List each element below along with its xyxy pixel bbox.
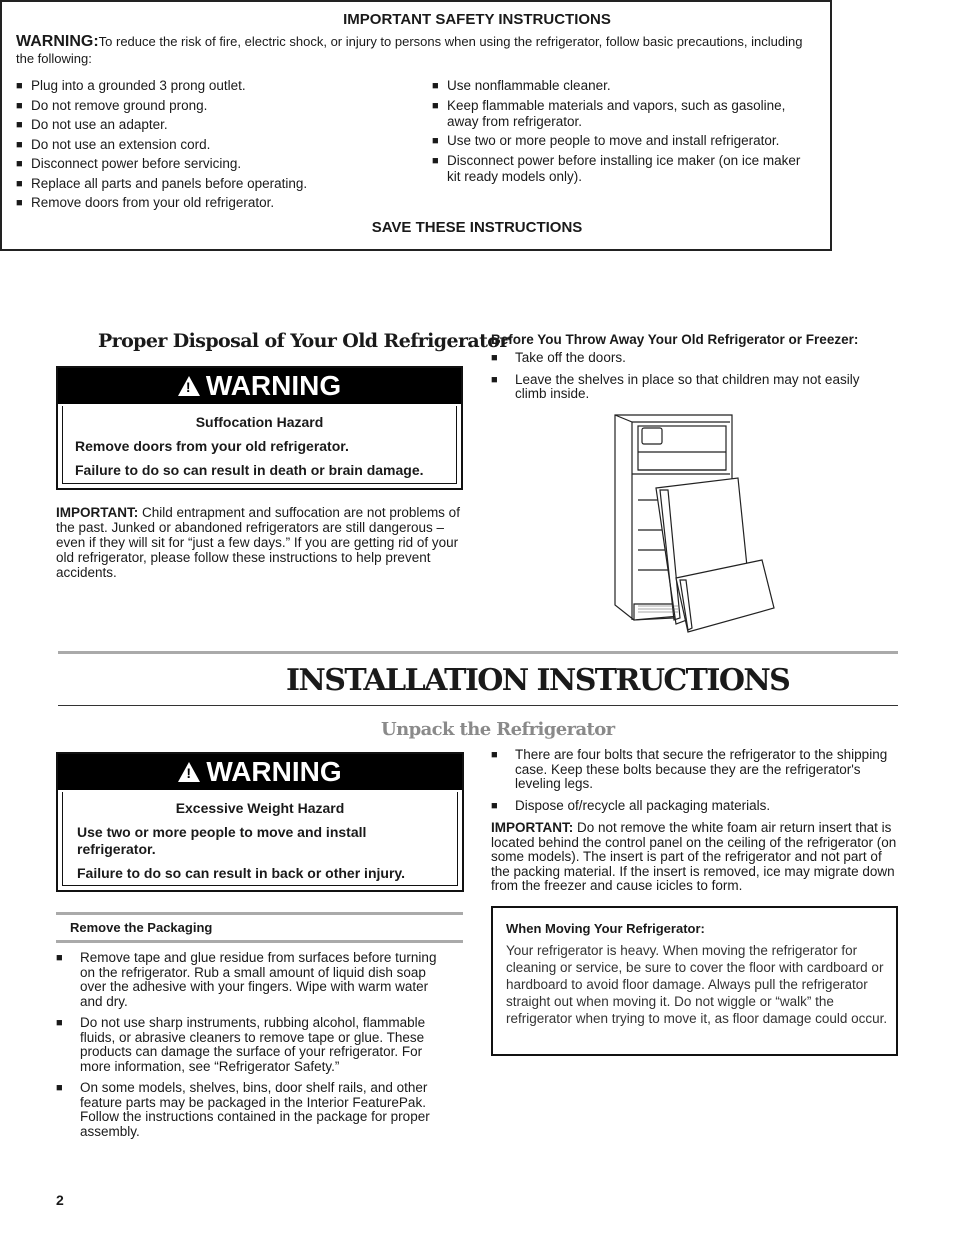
warning-line: Failure to do so can result in back or other injury. — [77, 865, 406, 881]
page-number: 2 — [56, 1192, 64, 1208]
warning-banner — [58, 368, 461, 404]
warning-body — [62, 792, 458, 886]
remove-packaging-heading: Remove the Packaging — [70, 920, 213, 935]
warning-line: Use two or more people to move and install refrigerator. — [77, 824, 367, 857]
list-item: ■ Do not remove ground prong. — [16, 98, 416, 114]
moving-heading: When Moving Your Refrigerator: — [506, 921, 705, 936]
safety-instructions-box — [0, 0, 832, 251]
divider — [56, 940, 463, 943]
list-item: ■ Disconnect power before installing ice maker (on ice maker kit ready models only). — [432, 153, 817, 185]
installation-title: INSTALLATION INSTRUCTIONS — [286, 663, 790, 698]
divider — [56, 912, 463, 915]
safety-left-list — [16, 78, 416, 215]
list-item: ■ Disconnect power before servicing. — [16, 156, 416, 172]
unpack-list — [491, 748, 897, 813]
important-text: Do not remove the white foam air return insert that is located behind the control panel on the ceiling of the refrigerator (on some models). The insert is part of the refrigerator and not part of the packing material. If the insert is removed, ice may migrate down from the freezer and cause icicles to form. — [491, 820, 897, 894]
safety-right-list — [432, 78, 817, 188]
list-item: ■ Remove doors from your old refrigerator. — [16, 195, 416, 211]
list-item: ■ Do not use sharp instruments, rubbing alcohol, flammable fluids, or abrasive cleaners to remove tape or glue. These products can damage the surface of your refrigerator. For more information, see “Refrigerator Safety.” — [56, 1016, 452, 1074]
warning-triangle-icon — [178, 376, 200, 396]
warning-word: WARNING — [206, 756, 342, 787]
before-throw-heading: Before You Throw Away Your Old Refrigerator or Freezer: — [491, 332, 859, 347]
installation-important — [491, 821, 897, 894]
list-item: ■ Remove tape and glue residue from surfaces before turning on the refrigerator. Rub a small amount of liquid dish soap over the adhesive with your fingers. Wipe with warm water and dry. — [56, 951, 452, 1009]
refrigerator-doors-removed-illustration — [610, 410, 780, 638]
safety-warning — [16, 33, 822, 67]
disposal-heading: Proper Disposal of Your Old Refrigerator — [98, 330, 509, 352]
moving-text: Your refrigerator is heavy. When moving the refrigerator for cleaning or service, be sure to cover the floor with cardboard or hardboard to avoid floor damage. Always pull the refrigerator straight out when moving it. Do not wiggle or “walk” the refrigerator when trying to move it, as floor damage could occur. — [506, 943, 888, 1026]
suffocation-warning-box — [56, 366, 463, 490]
safety-title: IMPORTANT SAFETY INSTRUCTIONS — [343, 11, 611, 28]
warning-body — [62, 406, 457, 484]
list-item: ■ Replace all parts and panels before operating. — [16, 176, 416, 192]
important-label: IMPORTANT: — [56, 505, 139, 520]
page-title — [286, 664, 789, 698]
divider — [58, 651, 898, 654]
weight-warning-box — [56, 752, 464, 892]
warning-line: Remove doors from your old refrigerator. — [75, 438, 349, 454]
warning-banner — [58, 754, 462, 790]
disposal-important — [56, 505, 462, 580]
remove-packaging-list — [56, 951, 452, 1139]
list-item: ■ Do not use an extension cord. — [16, 137, 416, 153]
warning-word: WARNING — [205, 370, 342, 401]
list-item: ■ Take off the doors. — [491, 351, 891, 366]
list-item: ■ Use nonflammable cleaner. — [432, 78, 817, 94]
list-item: ■ On some models, shelves, bins, door shelf rails, and other feature parts may be packaged in the Interior FeaturePak. Follow the instructions contained in the package for proper assembly. — [56, 1081, 452, 1139]
important-text: Child entrapment and suffocation are not problems of the past. Junked or abandoned refrigerators are still dangerous – even if they will sit for “just a few days.” If you are getting rid of your old refrigerator, please follow these instructions to help prevent accidents. — [56, 505, 460, 580]
warning-triangle-icon — [178, 762, 200, 782]
important-label: IMPORTANT: — [491, 820, 574, 835]
hazard-title: Excessive Weight Hazard — [175, 800, 345, 816]
save-instructions: SAVE THESE INSTRUCTIONS — [371, 219, 583, 236]
divider — [58, 705, 898, 706]
list-item: ■ Dispose of/recycle all packaging materials. — [491, 799, 897, 814]
hazard-title: Suffocation Hazard — [195, 414, 324, 430]
unpack-heading: Unpack the Refrigerator — [381, 719, 615, 740]
list-item: ■ Plug into a grounded 3 prong outlet. — [16, 78, 416, 94]
list-item: ■ Use two or more people to move and install refrigerator. — [432, 133, 817, 149]
list-item: ■ Do not use an adapter. — [16, 117, 416, 133]
list-item: ■ Leave the shelves in place so that children may not easily climb inside. — [491, 373, 891, 402]
safety-warning-label: WARNING: — [16, 33, 99, 50]
list-item: ■ There are four bolts that secure the refrigerator to the shipping case. Keep these bolts because they are the refrigerator's leveling legs. — [491, 748, 897, 792]
safety-warning-text: To reduce the risk of fire, electric shock, or injury to persons when using the refrigerator, follow basic precautions, including the following: — [16, 34, 803, 66]
list-item: ■ Keep flammable materials and vapors, such as gasoline, away from refrigerator. — [432, 98, 817, 130]
before-throw-list — [491, 351, 891, 402]
moving-refrigerator-box — [491, 906, 898, 1056]
warning-line: Failure to do so can result in death or brain damage. — [75, 462, 424, 478]
